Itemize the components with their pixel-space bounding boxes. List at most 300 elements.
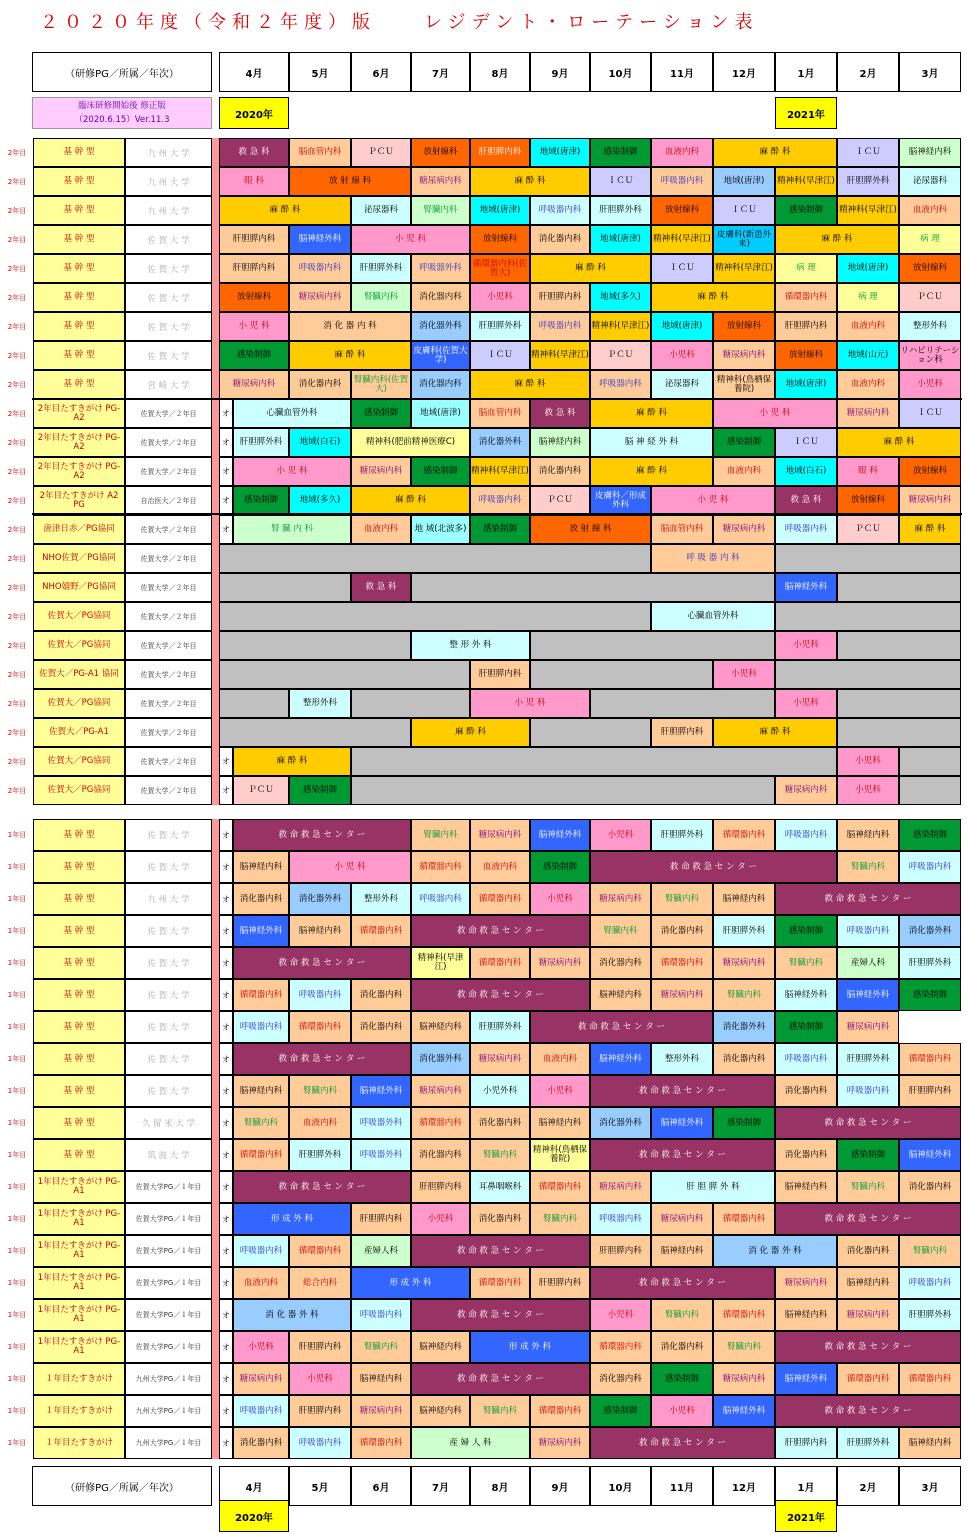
- rotation-cell: 感染制御: [775, 915, 837, 947]
- rotation-cell: 皮膚科(新患外来): [713, 225, 775, 254]
- row-marker: [212, 486, 219, 515]
- rotation-cell: 呼吸器内科: [351, 1299, 411, 1331]
- row-marker: [212, 544, 219, 573]
- row-marker: [212, 689, 219, 718]
- row-year-label: 2年目: [7, 409, 27, 418]
- rotation-cell: 眼 科: [837, 457, 899, 486]
- rotation-cell: 救 命 救 急 セ ン タ ー: [411, 1235, 590, 1267]
- rotation-cell: 糖尿病内科: [351, 1395, 411, 1427]
- rotation-cell: 救 急 科: [219, 138, 289, 167]
- row-marker: [212, 254, 219, 283]
- edition-line2: （2020.6.15）Ver.11.3: [74, 115, 170, 125]
- row-year-label: 2年目: [7, 380, 27, 389]
- rotation-cell: 腎臓内科(佐賀大): [351, 370, 411, 399]
- row-affiliation: 佐賀大学／２年目: [125, 660, 212, 689]
- rotation-cell: 消化器内科: [411, 283, 470, 312]
- row-year-label: 1年目: [7, 1023, 27, 1031]
- rotation-cell: 肝胆膵内科: [411, 1171, 470, 1203]
- rotation-cell: 循環器内科: [530, 1395, 590, 1427]
- rotation-cell: 腎臓内科: [470, 1395, 530, 1427]
- rotation-cell: 肝胆膵外科: [351, 254, 411, 283]
- rotation-cell-empty: [899, 747, 961, 776]
- orientation-cell: オ: [219, 457, 233, 486]
- rotation-cell: 肝胆膵内科: [470, 660, 530, 689]
- row-affiliation: 佐 賀 大 学: [125, 947, 212, 979]
- row-program: NHO嬉野／PG協同: [33, 573, 125, 602]
- row-marker: [212, 631, 219, 660]
- orientation-cell: オ: [219, 1107, 233, 1139]
- rotation-cell: 肝胆膵内科: [590, 1235, 651, 1267]
- rotation-cell: 消 化 器 外 科: [233, 1299, 351, 1331]
- row-affiliation: 宮 崎 大 学: [125, 370, 212, 399]
- rotation-cell: 肝胆膵外科: [233, 428, 289, 457]
- rotation-cell: ＰＣＵ: [590, 341, 651, 370]
- row-program: 基 幹 型: [33, 138, 125, 167]
- rotation-cell: 肝胆膵内科: [775, 1427, 837, 1459]
- rotation-cell: 血液内科: [530, 1043, 590, 1075]
- row-program: １年目たすきがけ: [33, 1395, 125, 1427]
- rotation-cell: 呼吸器内科: [775, 1043, 837, 1075]
- rotation-cell: 脳神経内科: [590, 979, 651, 1011]
- row-year-label: 2年目: [7, 235, 27, 244]
- row-marker: [212, 1043, 219, 1075]
- orientation-cell: オ: [219, 1363, 233, 1395]
- rotation-cell-empty: [219, 660, 470, 689]
- header-bottom-month-6: 9月: [530, 1466, 590, 1506]
- row-marker: [212, 1075, 219, 1107]
- row-marker: [212, 573, 219, 602]
- rotation-cell: 感染制御: [530, 851, 590, 883]
- rotation-cell: 精神科(早津江): [837, 196, 899, 225]
- rotation-cell: 消化器外科: [289, 883, 351, 915]
- rotation-cell: 放射線科: [899, 254, 961, 283]
- row-affiliation: 佐賀大学PG／１年目: [125, 1171, 212, 1203]
- row-year-label: 2年目: [7, 525, 27, 534]
- rotation-cell: 脳神経内科: [837, 819, 899, 851]
- row-affiliation: 佐賀大学PG／１年目: [125, 1267, 212, 1299]
- rotation-cell-empty: [219, 544, 651, 573]
- rotation-cell-empty: [219, 631, 411, 660]
- row-year-label: 1年目: [7, 1151, 27, 1159]
- rotation-cell: 救 命 救 急 セ ン タ ー: [775, 1203, 961, 1235]
- rotation-cell: 循環器内科: [470, 883, 530, 915]
- row-program: 1年目たすきがけ PG-A1: [33, 1171, 125, 1203]
- rotation-cell: 脳神経内科: [233, 1075, 289, 1107]
- rotation-cell: 精神科(早津江): [775, 167, 837, 196]
- rotation-cell: 肝胆膵内科: [530, 283, 590, 312]
- row-marker: [212, 915, 219, 947]
- rotation-cell: 麻 酔 科: [470, 370, 590, 399]
- row-program: 1年目たすきがけ PG-A1: [33, 1267, 125, 1299]
- row-year-label: 2年目: [7, 148, 27, 157]
- rotation-cell: 感染制御: [411, 457, 470, 486]
- row-program: 基 幹 型: [33, 819, 125, 851]
- rotation-cell: 糖尿病内科: [713, 515, 775, 544]
- rotation-cell: 小児科: [530, 883, 590, 915]
- header-bottom-year-start: 2020年: [219, 1500, 289, 1532]
- rotation-cell: ＰＣＵ: [351, 138, 411, 167]
- row-marker: [212, 1235, 219, 1267]
- orientation-cell: オ: [219, 1299, 233, 1331]
- rotation-cell: 小 児 科: [713, 399, 837, 428]
- rotation-cell: 循環器内科: [411, 1107, 470, 1139]
- rotation-cell: ＰＣＵ: [837, 515, 899, 544]
- row-affiliation: 九州大学PG／１年目: [125, 1395, 212, 1427]
- rotation-cell: 精神科(早津江): [651, 225, 713, 254]
- row-program: 基 幹 型: [33, 341, 125, 370]
- row-year-label: 1年目: [7, 1055, 27, 1063]
- row-marker: [212, 370, 219, 399]
- row-affiliation: 佐賀大学PG／１年目: [125, 1331, 212, 1363]
- rotation-cell: 救 急 科: [351, 573, 411, 602]
- row-marker: [212, 1011, 219, 1043]
- rotation-cell: 感染制御: [470, 515, 530, 544]
- rotation-cell: 消化器内科: [775, 1139, 837, 1171]
- orientation-cell: オ: [219, 776, 233, 805]
- row-year-label: 1年目: [7, 1439, 27, 1447]
- row-program: 1年目たすきがけ PG-A1: [33, 1331, 125, 1363]
- rotation-cell: 耳鼻咽喉科: [470, 1171, 530, 1203]
- rotation-cell: 脳血管内科: [470, 399, 530, 428]
- rotation-cell: 呼吸器内科: [289, 979, 351, 1011]
- rotation-cell: 整形外科: [899, 312, 961, 341]
- rotation-cell: 腎臓内科: [470, 1139, 530, 1171]
- rotation-cell: 精神科(鳥栖保養院): [713, 370, 775, 399]
- rotation-cell-empty: [219, 689, 289, 718]
- rotation-cell: 糖尿病内科: [411, 1075, 470, 1107]
- rotation-cell: 糖尿病内科: [590, 883, 651, 915]
- rotation-cell-empty: [351, 776, 775, 805]
- row-program: 佐賀大／PG-A1 協同: [33, 660, 125, 689]
- rotation-cell: 感染制御: [219, 341, 289, 370]
- row-year-label: 1年目: [7, 1375, 27, 1383]
- rotation-cell: 循環器内科: [530, 1171, 590, 1203]
- rotation-cell: 呼吸器内科: [233, 1235, 289, 1267]
- rotation-cell: 脳神経外科: [233, 915, 289, 947]
- rotation-cell: 消化器内科: [590, 947, 651, 979]
- header-bottom-month-7: 10月: [590, 1466, 651, 1506]
- row-program: 基 幹 型: [33, 1139, 125, 1171]
- rotation-cell: 糖尿病内科: [899, 486, 961, 515]
- rotation-cell: 血液内科: [233, 1267, 289, 1299]
- row-program: 基 幹 型: [33, 196, 125, 225]
- rotation-cell: 糖尿病内科: [775, 1267, 837, 1299]
- header-top-year-end: 2021年: [775, 97, 837, 129]
- rotation-cell: 救 命 救 急 セ ン タ ー: [775, 1331, 961, 1363]
- rotation-cell: 脳神経外科: [651, 1107, 713, 1139]
- row-program: 唐津日赤／PG協同: [33, 515, 125, 544]
- rotation-cell: 小児科: [651, 341, 713, 370]
- orientation-cell: オ: [219, 1395, 233, 1427]
- rotation-cell: 形 成 外 科: [233, 1203, 351, 1235]
- rotation-cell: 産 婦 人 科: [411, 1427, 530, 1459]
- row-affiliation: 佐 賀 大 学: [125, 254, 212, 283]
- rotation-cell-empty: [411, 573, 775, 602]
- rotation-cell: 救 急 科: [530, 399, 590, 428]
- row-year-label: 2年目: [7, 554, 27, 563]
- row-marker: [212, 138, 219, 167]
- row-affiliation: 九 州 大 学: [125, 138, 212, 167]
- rotation-cell: 脳神経内科: [530, 428, 590, 457]
- rotation-cell: 整形外科: [651, 1043, 713, 1075]
- rotation-cell-empty: [775, 660, 961, 689]
- orientation-cell: オ: [219, 851, 233, 883]
- row-affiliation: 佐 賀 大 学: [125, 915, 212, 947]
- row-affiliation: 佐賀大学／２年目: [125, 689, 212, 718]
- row-program: 佐賀大／PG-A1: [33, 718, 125, 747]
- row-program: 基 幹 型: [33, 947, 125, 979]
- rotation-cell: 肝胆膵外科: [837, 1427, 899, 1459]
- rotation-cell: ＩＣＵ: [470, 341, 530, 370]
- header-top-year-start: 2020年: [219, 97, 289, 129]
- orientation-cell: オ: [219, 1171, 233, 1203]
- row-affiliation: 佐 賀 大 学: [125, 979, 212, 1011]
- header-top-month-3: 6月: [351, 52, 411, 92]
- rotation-cell: ＩＣＵ: [775, 428, 837, 457]
- rotation-cell: 呼吸器内科: [233, 1395, 289, 1427]
- rotation-cell: 血液内科: [351, 515, 411, 544]
- rotation-cell: 血液内科: [837, 370, 899, 399]
- rotation-cell-empty: [837, 718, 961, 747]
- rotation-cell: 肝胆膵外科: [899, 947, 961, 979]
- row-year-label: 1年目: [7, 1119, 27, 1127]
- rotation-cell: 救 命 救 急 セ ン タ ー: [530, 1011, 713, 1043]
- rotation-cell-empty: [351, 689, 470, 718]
- rotation-cell: 呼吸器外科: [351, 1139, 411, 1171]
- header-bottom-month-9: 12月: [713, 1466, 775, 1506]
- row-affiliation: 佐 賀 大 学: [125, 1011, 212, 1043]
- rotation-cell: 糖尿病内科: [713, 341, 775, 370]
- rotation-cell: 救 命 救 急 セ ン タ ー: [411, 1299, 590, 1331]
- rotation-cell: 小児科: [233, 1331, 289, 1363]
- row-year-label: 2年目: [7, 786, 27, 795]
- rotation-cell: 麻 酔 科: [233, 747, 351, 776]
- rotation-cell: 消化器内科: [470, 1107, 530, 1139]
- rotation-cell: 呼吸器内科: [837, 915, 899, 947]
- row-program: 佐賀大／PG協同: [33, 631, 125, 660]
- rotation-cell: 小 児 科: [651, 486, 775, 515]
- header-top-month-10: 1月: [775, 52, 837, 92]
- rotation-cell: 消化器内科: [351, 979, 411, 1011]
- row-marker: [212, 660, 219, 689]
- rotation-cell-empty: [530, 660, 713, 689]
- row-marker: [212, 1267, 219, 1299]
- row-program: 基 幹 型: [33, 370, 125, 399]
- rotation-cell: 消化器外科: [899, 915, 961, 947]
- rotation-cell: 小児科: [899, 370, 961, 399]
- rotation-cell: 脳神経内科: [411, 1395, 470, 1427]
- row-affiliation: 佐 賀 大 学: [125, 1043, 212, 1075]
- orientation-cell: オ: [219, 1235, 233, 1267]
- rotation-cell: 消化器内科: [651, 1331, 713, 1363]
- group-separator: [32, 398, 962, 400]
- row-program: 2年目たすきがけ A2 PG: [33, 486, 125, 515]
- rotation-cell: 脳神経内科: [411, 1011, 470, 1043]
- header-bottom-label: （研修PG／所属／年次）: [32, 1466, 212, 1506]
- rotation-cell: 麻 酔 科: [775, 225, 899, 254]
- rotation-cell: 麻 酔 科: [590, 399, 713, 428]
- rotation-cell: 消化器内科: [233, 883, 289, 915]
- header-top-month-11: 2月: [837, 52, 899, 92]
- rotation-cell: 救 命 救 急 セ ン タ ー: [590, 1267, 775, 1299]
- rotation-cell: ＩＣＵ: [590, 167, 651, 196]
- rotation-cell: 糖尿病内科: [837, 1011, 899, 1043]
- rotation-cell: 放射線科: [899, 457, 961, 486]
- rotation-cell: 小児科: [411, 1203, 470, 1235]
- row-year-label: 2年目: [7, 206, 27, 215]
- row-year-label: 2年目: [7, 699, 27, 708]
- header-top-month-1: 4月: [219, 52, 289, 92]
- rotation-cell: 脳血管内科: [289, 138, 351, 167]
- rotation-cell: 腎臓内科: [899, 1235, 961, 1267]
- rotation-cell: 麻 酔 科: [713, 138, 837, 167]
- rotation-cell: 糖尿病内科: [351, 457, 411, 486]
- rotation-cell: 救 命 救 急 セ ン タ ー: [233, 1171, 411, 1203]
- row-affiliation: 佐賀大学／２年目: [125, 718, 212, 747]
- rotation-cell: 精神科(肥前精神医療C): [351, 428, 470, 457]
- rotation-cell: 小児科: [713, 660, 775, 689]
- orientation-cell: オ: [219, 915, 233, 947]
- rotation-cell: 地域(多久): [289, 486, 351, 515]
- row-marker: [212, 947, 219, 979]
- rotation-cell-empty: [775, 544, 961, 573]
- row-marker: [212, 1171, 219, 1203]
- rotation-cell: 腎臓内科: [233, 1107, 289, 1139]
- rotation-cell: 麻 酔 科: [713, 718, 837, 747]
- rotation-cell: 救 命 救 急 セ ン タ ー: [411, 979, 590, 1011]
- row-program: 基 幹 型: [33, 225, 125, 254]
- orientation-cell: オ: [219, 747, 233, 776]
- row-marker: [212, 602, 219, 631]
- rotation-cell: 呼吸器外科: [351, 1107, 411, 1139]
- row-year-label: 1年目: [7, 831, 27, 839]
- rotation-cell: 呼吸器内科: [775, 515, 837, 544]
- row-year-label: 2年目: [7, 351, 27, 360]
- rotation-cell: 血液内科: [651, 138, 713, 167]
- header-bottom-month-2: 5月: [289, 1466, 351, 1506]
- rotation-cell: ＩＣＵ: [713, 196, 775, 225]
- row-affiliation: 佐賀大学／２年目: [125, 515, 212, 544]
- rotation-cell: 脳神経内科: [713, 883, 775, 915]
- rotation-cell: 消化器内科: [775, 1075, 837, 1107]
- rotation-cell: 感染制御: [233, 486, 289, 515]
- row-year-label: 2年目: [7, 322, 27, 331]
- rotation-cell: 感染制御: [837, 1139, 899, 1171]
- rotation-cell: 肝胆膵内科: [351, 1203, 411, 1235]
- orientation-cell: オ: [219, 1427, 233, 1459]
- rotation-cell: 循環器内科(佐賀大): [470, 254, 530, 283]
- rotation-cell: 救 命 救 急 セ ン タ ー: [590, 1139, 775, 1171]
- rotation-cell: 消化器外科: [470, 428, 530, 457]
- rotation-cell: 救 命 救 急 セ ン タ ー: [411, 915, 590, 947]
- rotation-cell: 麻 酔 科: [837, 428, 961, 457]
- row-year-label: 1年目: [7, 927, 27, 935]
- rotation-cell: 消化器内科: [837, 1235, 899, 1267]
- rotation-cell-empty: [530, 718, 651, 747]
- rotation-cell: 循環器内科: [233, 979, 289, 1011]
- row-year-label: 2年目: [7, 670, 27, 679]
- rotation-cell: 脳神経外科: [530, 819, 590, 851]
- rotation-cell: 救 命 救 急 セ ン タ ー: [411, 1363, 590, 1395]
- rotation-cell: 小 児 科: [219, 312, 289, 341]
- rotation-cell: 精神科(早津江): [530, 341, 590, 370]
- rotation-cell: 脳神経外科: [837, 979, 899, 1011]
- rotation-cell: 腎臓内科: [837, 851, 899, 883]
- rotation-cell: 腎臓内科: [837, 1171, 899, 1203]
- orientation-cell: オ: [219, 1075, 233, 1107]
- rotation-cell: 放射線科: [411, 138, 470, 167]
- row-marker: [212, 776, 219, 805]
- rotation-cell: 呼吸器内科: [590, 370, 651, 399]
- row-year-label: 2年目: [7, 641, 27, 650]
- rotation-cell: 地域(唐津): [837, 254, 899, 283]
- row-year-label: 1年目: [7, 991, 27, 999]
- rotation-cell: 小児科: [530, 1075, 590, 1107]
- rotation-cell: 麻 酔 科: [651, 283, 775, 312]
- header-bottom-month-5: 8月: [470, 1466, 530, 1506]
- rotation-cell: 放射線科: [470, 225, 530, 254]
- rotation-cell: 脳神経内科: [530, 1107, 590, 1139]
- rotation-cell-empty: [219, 573, 351, 602]
- rotation-cell: 小児科: [837, 747, 899, 776]
- rotation-cell: 呼吸器内科: [837, 1075, 899, 1107]
- row-program: 基 幹 型: [33, 1075, 125, 1107]
- row-year-label: 2年目: [7, 264, 27, 273]
- rotation-cell: 腎臓内科: [289, 1075, 351, 1107]
- row-year-label: 1年目: [7, 863, 27, 871]
- rotation-cell: 精神科(鳥栖保養院): [530, 1139, 590, 1171]
- rotation-cell: 麻 酔 科: [289, 341, 411, 370]
- rotation-cell: 肝胆膵内科: [651, 718, 713, 747]
- row-program: NHO佐賀／PG協同: [33, 544, 125, 573]
- rotation-cell: 脳神経外科: [775, 1363, 837, 1395]
- row-affiliation: 九 州 大 学: [125, 196, 212, 225]
- rotation-cell: 放射線科: [775, 341, 837, 370]
- rotation-cell: 脳神経内科: [775, 1171, 837, 1203]
- rotation-cell: 消化器内科: [411, 370, 470, 399]
- rotation-cell: 肝胆膵内科: [470, 138, 530, 167]
- header-bottom-month-3: 6月: [351, 1466, 411, 1506]
- rotation-cell: 循環器内科: [289, 1235, 351, 1267]
- rotation-cell: 肝胆膵外科: [289, 1139, 351, 1171]
- rotation-cell: 地域(唐津): [530, 138, 590, 167]
- row-year-label: 2年目: [7, 467, 27, 476]
- rotation-cell: 呼吸器外科: [411, 254, 470, 283]
- row-affiliation: 佐賀大学／２年目: [125, 544, 212, 573]
- rotation-cell: 整形外科: [289, 689, 351, 718]
- rotation-cell: 脳神経外科: [899, 1139, 961, 1171]
- rotation-cell-empty: [775, 602, 961, 631]
- rotation-cell: 感染制御: [590, 1395, 651, 1427]
- row-marker: [212, 225, 219, 254]
- row-year-label: 1年目: [7, 1183, 27, 1191]
- rotation-cell: 消化器内科: [411, 1139, 470, 1171]
- rotation-cell: 精神科(早津江): [590, 312, 651, 341]
- rotation-cell: 感染制御: [899, 979, 961, 1011]
- rotation-cell: 麻 酔 科: [219, 196, 351, 225]
- rotation-cell: 肝胆膵外科: [651, 819, 713, 851]
- rotation-cell: 循環器内科: [590, 1331, 651, 1363]
- rotation-cell: ＩＣＵ: [899, 399, 961, 428]
- rotation-cell: 糖尿病内科: [651, 1203, 713, 1235]
- rotation-cell-empty: [837, 631, 961, 660]
- rotation-cell: 腎臓内科: [651, 883, 713, 915]
- rotation-cell: 産婦人科: [837, 947, 899, 979]
- rotation-cell: 肝胆膵外科: [590, 196, 651, 225]
- row-program: 佐賀大／PG協同: [33, 776, 125, 805]
- row-year-label: 1年目: [7, 1247, 27, 1255]
- row-affiliation: 九 州 大 学: [125, 883, 212, 915]
